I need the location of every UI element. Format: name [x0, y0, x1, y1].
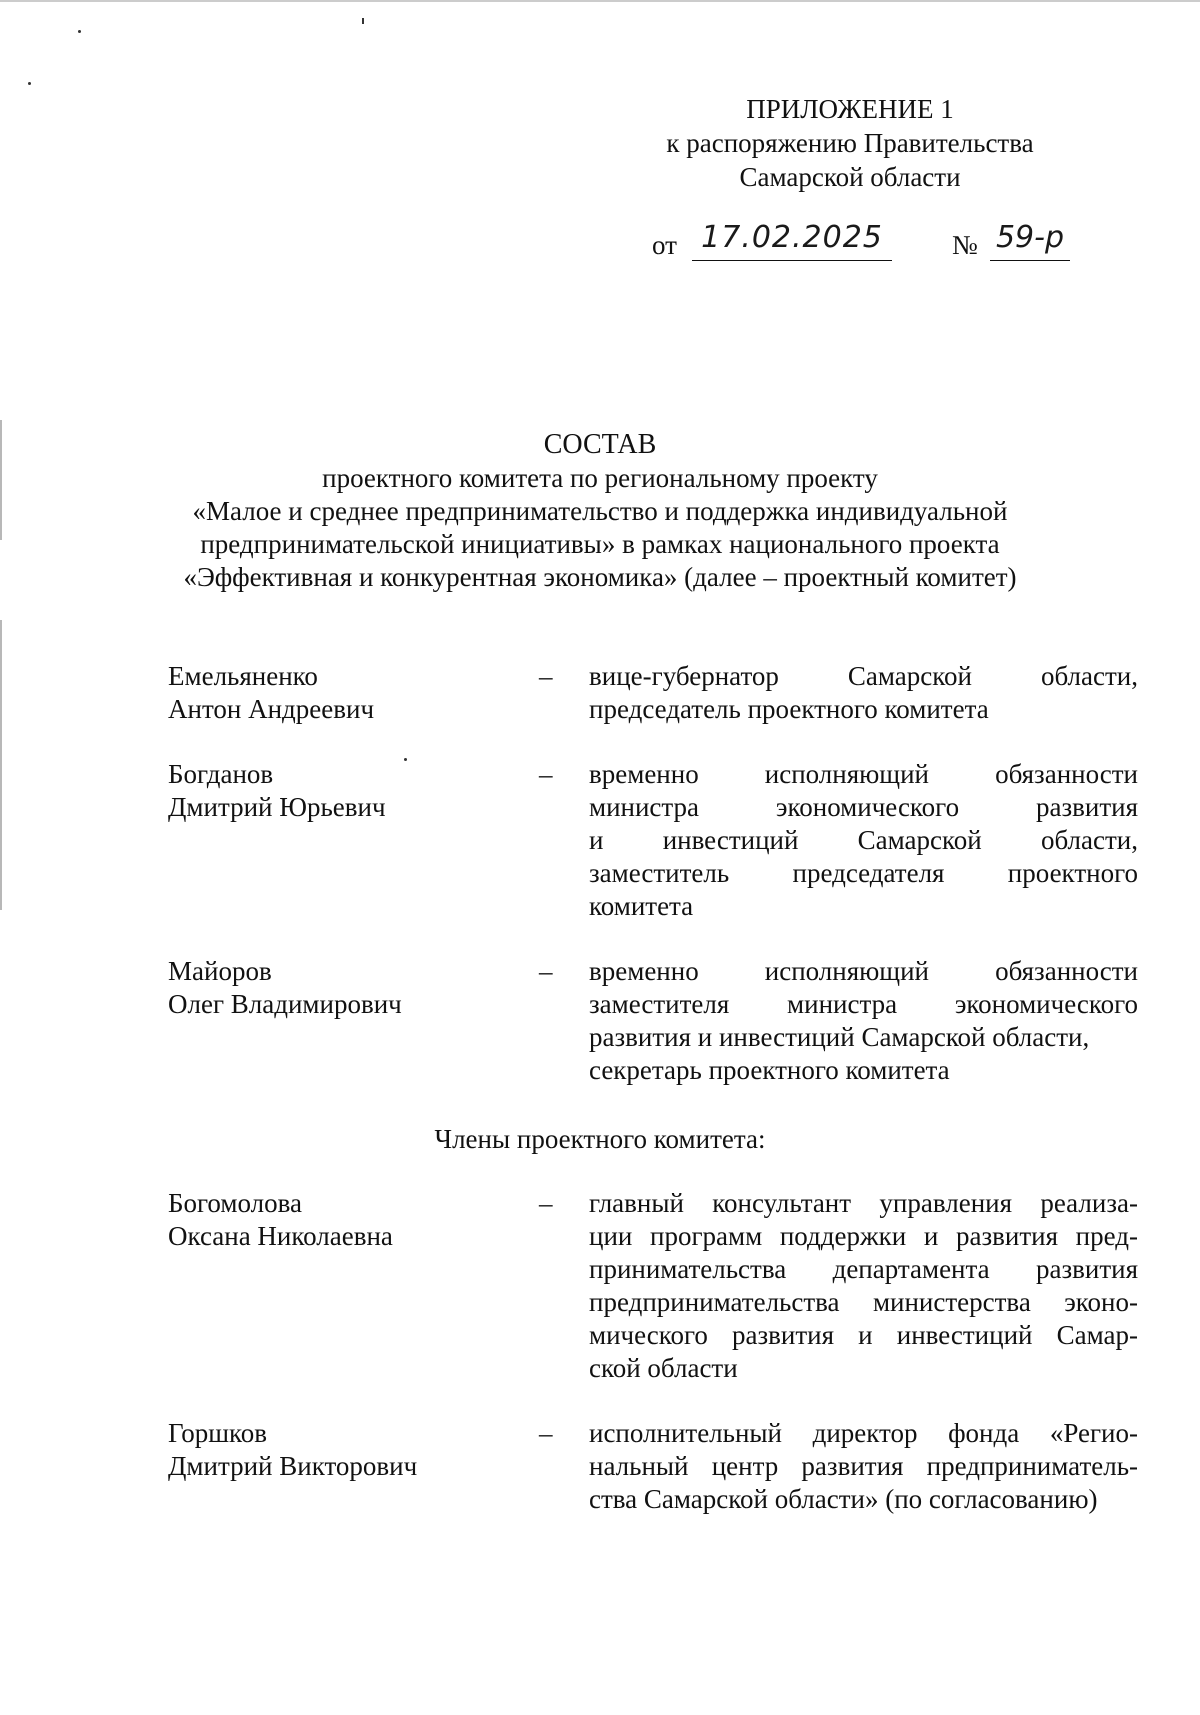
- person-name: [168, 955, 498, 1021]
- given-names: Антон Андреевич: [168, 694, 375, 724]
- person-role: [589, 660, 1138, 726]
- members-heading: Члены проектного комитета:: [434, 1124, 766, 1154]
- dash-separator: –: [539, 956, 553, 986]
- role-word: ции: [589, 1221, 633, 1251]
- person-name: [168, 1187, 498, 1253]
- title-line: предпринимательской инициативы» в рамках национального проекта: [200, 529, 1000, 559]
- person-name: [168, 758, 498, 824]
- role-line: [589, 824, 1138, 857]
- role-word: управления: [879, 1188, 1013, 1218]
- appendix-region: Самарской области: [739, 162, 961, 192]
- surname: Майоров: [168, 956, 272, 986]
- role-word: области,: [1040, 661, 1138, 691]
- role-word: принимательства: [589, 1254, 787, 1284]
- title-line: «Эффективная и конкурентная экономика» (далее – проектный комитет): [183, 562, 1017, 592]
- role-word: фонда: [948, 1418, 1020, 1448]
- role-line: [589, 955, 1138, 988]
- role-line: председатель проектного комитета: [589, 694, 989, 724]
- role-word: экономического: [775, 792, 960, 822]
- role-line: [589, 758, 1138, 791]
- role-word: проектного: [1007, 858, 1138, 888]
- scan-edge-mark: [0, 620, 2, 910]
- title-line: проектного комитета по региональному проекту: [322, 463, 878, 493]
- scan-speck: [28, 82, 31, 85]
- date-label: от: [652, 230, 677, 260]
- surname: Богданов: [168, 759, 274, 789]
- scan-speck: [362, 18, 364, 24]
- surname: Горшков: [168, 1418, 268, 1448]
- role-line: [589, 988, 1138, 1021]
- approval-block: [640, 92, 1060, 194]
- role-line: комитета: [589, 891, 694, 921]
- scan-edge-mark: [0, 420, 2, 540]
- role-word: инвестиций: [662, 825, 799, 855]
- role-line: развития и инвестиций Самарской области,: [589, 1022, 1090, 1052]
- role-word: предпринимательства: [589, 1287, 840, 1317]
- role-word: и: [923, 1221, 939, 1251]
- title-heading: СОСТАВ: [543, 429, 657, 460]
- appendix-reference: к распоряжению Правительства: [666, 128, 1034, 158]
- role-word: программ: [650, 1221, 763, 1251]
- role-word: реализа-: [1040, 1188, 1138, 1218]
- role-word: нальный: [589, 1451, 689, 1481]
- person-role: [589, 1417, 1138, 1516]
- role-word: пред-: [1075, 1221, 1138, 1251]
- person-name: [168, 660, 498, 726]
- role-line: секретарь проектного комитета: [589, 1055, 950, 1085]
- person-role: [589, 758, 1138, 923]
- order-date-handwritten: 17.02.2025: [692, 220, 892, 261]
- document-title: [150, 428, 1050, 594]
- role-line: [589, 1220, 1138, 1253]
- role-word: заместителя: [589, 989, 730, 1019]
- appendix-title: ПРИЛОЖЕНИЕ 1: [746, 94, 954, 124]
- order-date-line: [652, 220, 1072, 270]
- role-line: [589, 1253, 1138, 1286]
- role-line: [589, 857, 1138, 890]
- dash-separator: –: [539, 759, 553, 789]
- role-word: поддержки: [779, 1221, 907, 1251]
- role-word: развития: [1035, 1254, 1138, 1284]
- role-line: [589, 1417, 1138, 1450]
- role-word: заместитель: [589, 858, 730, 888]
- role-word: Самарской: [857, 825, 982, 855]
- title-line: «Малое и среднее предпринимательство и поддержка индивидуальной: [192, 496, 1008, 526]
- given-names: Дмитрий Викторович: [168, 1451, 418, 1481]
- role-word: области,: [1040, 825, 1138, 855]
- role-word: обязанности: [995, 956, 1138, 986]
- role-word: временно: [589, 956, 699, 986]
- role-word: Самарской: [847, 661, 972, 691]
- scan-speck: [78, 30, 81, 33]
- role-word: исполнительный: [589, 1418, 783, 1448]
- role-word: министра: [589, 792, 700, 822]
- person-role: [589, 955, 1138, 1087]
- role-word: эконо-: [1064, 1287, 1138, 1317]
- role-word: предприниматель-: [926, 1451, 1138, 1481]
- role-word: вице-губернатор: [589, 661, 779, 691]
- given-names: Оксана Николаевна: [168, 1221, 393, 1251]
- role-word: директор: [812, 1418, 918, 1448]
- role-word: экономического: [954, 989, 1138, 1019]
- role-word: министерства: [872, 1287, 1031, 1317]
- role-line: [589, 1187, 1138, 1220]
- role-word: развития: [1035, 792, 1138, 822]
- role-word: исполняющий: [764, 956, 929, 986]
- given-names: Дмитрий Юрьевич: [168, 792, 386, 822]
- role-line: ства Самарской области» (по согласованию): [589, 1484, 1098, 1514]
- dash-separator: –: [539, 1188, 553, 1218]
- role-word: исполняющий: [764, 759, 929, 789]
- role-word: консультант: [712, 1188, 852, 1218]
- role-line: [589, 1319, 1138, 1352]
- role-word: обязанности: [995, 759, 1138, 789]
- role-word: главный: [589, 1188, 684, 1218]
- person-name: [168, 1417, 498, 1483]
- role-word: и: [589, 825, 604, 855]
- role-word: департамента: [832, 1254, 990, 1284]
- surname: Богомолова: [168, 1188, 302, 1218]
- given-names: Олег Владимирович: [168, 989, 402, 1019]
- role-word: и: [858, 1320, 873, 1350]
- number-label: №: [952, 230, 978, 260]
- order-number-handwritten: 59-р: [990, 220, 1070, 261]
- role-line: [589, 1286, 1138, 1319]
- role-line: [589, 791, 1138, 824]
- person-role: [589, 1187, 1138, 1385]
- role-word: инвестиций: [896, 1320, 1033, 1350]
- role-word: Самар-: [1056, 1320, 1138, 1350]
- role-line: [589, 660, 1138, 693]
- dash-separator: –: [539, 1418, 553, 1448]
- role-word: мического: [589, 1320, 708, 1350]
- role-line: ской области: [589, 1353, 738, 1383]
- role-word: временно: [589, 759, 699, 789]
- role-word: председателя: [792, 858, 945, 888]
- surname: Емельяненко: [168, 661, 318, 691]
- role-word: развития: [955, 1221, 1058, 1251]
- role-word: «Регио-: [1049, 1418, 1138, 1448]
- role-word: развития: [732, 1320, 835, 1350]
- role-word: центр: [711, 1451, 779, 1481]
- role-word: развития: [801, 1451, 904, 1481]
- role-word: министра: [787, 989, 898, 1019]
- dash-separator: –: [539, 661, 553, 691]
- scan-edge-line: [0, 0, 1200, 2]
- role-line: [589, 1450, 1138, 1483]
